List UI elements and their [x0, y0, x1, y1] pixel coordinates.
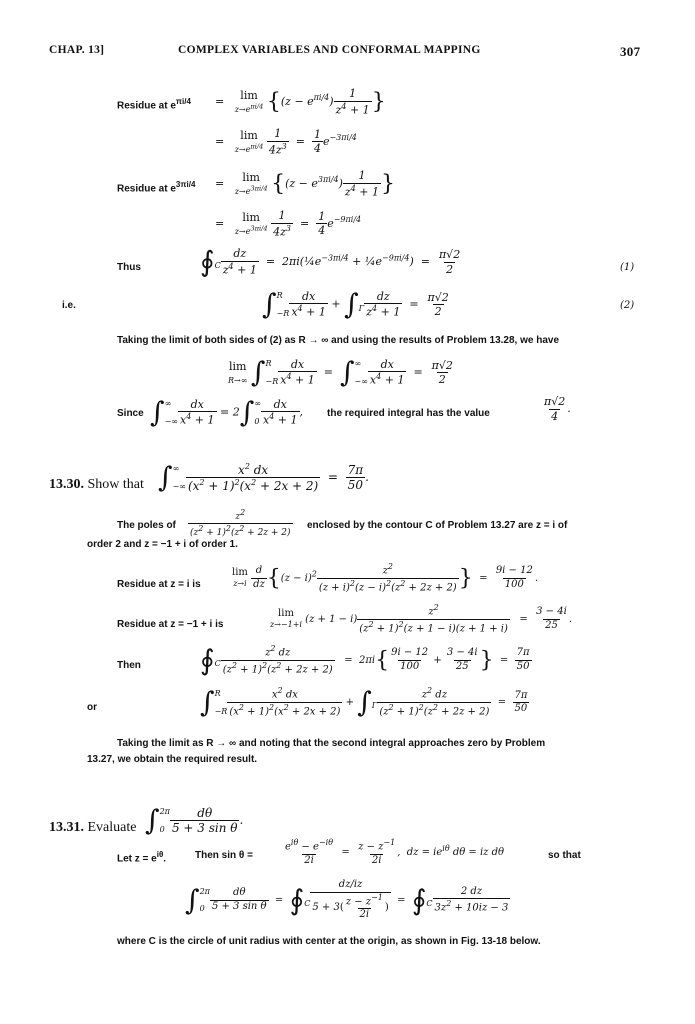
- conclusion-a: Taking the limit as R → ∞ and noting that the second integral approaches zero by Problem: [117, 738, 546, 749]
- then-eq: $∮_C$ $\frac{z^2 dz}{(z^2 + 1)^2(z^2 + 2z + 2)}$ = 2πi{ $\frac{9i - 12}{100}$ + $\frac{3 - 4i}{25}$ } = $\frac{7\pi}{50}$: [200, 643, 530, 677]
- poles-text-b: enclosed by the contour C of Problem 13.27 are z = i of: [307, 520, 568, 531]
- problem-13-30-heading: 13.30. Show that: [49, 477, 144, 492]
- eq2-tag: (2): [620, 300, 635, 311]
- since-text: the required integral has the value: [327, 408, 490, 419]
- problem-13-31-integral: ∫2π 0 $\frac{d\theta}{\text{5 + 3 sin θ}}$ .: [145, 803, 244, 837]
- since-value: $\frac{\pi√2}{4}$ .: [544, 395, 571, 423]
- running-title: COMPLEX VARIABLES AND CONFORMAL MAPPING: [178, 44, 481, 56]
- so-that-text: so that: [548, 850, 581, 861]
- substitution-eq: ∫2π 0 $\frac{d\theta}{\text{5 + 3 sin θ}}$ = $∮_C$ dz/iz 5 + 3( $\frac{z - z^{-1}}{2i}$ ) = $∮_C$ $\frac{2 dz}{3z^2 + 10iz - 3}$: [185, 879, 509, 921]
- residue-label-1: Residue at $e^{\pi i/4}$: [117, 97, 191, 112]
- residue-eq-2: = lim $z\to e^{3\pi i/4}$ {$(z - e^{3\pi i/4})$ $\frac{1}{z^4 + 1}$ }: [215, 169, 396, 199]
- residue-eq-1: = lim $z\to e^{\pi i/4}$ {$(z - e^{\pi i/4})$ $\frac{1}{z^4 + 1}$ }: [215, 87, 386, 117]
- then-sin-text: Then sin θ =: [195, 850, 253, 861]
- residue-2-label: Residue at z = −1 + i is: [117, 619, 224, 630]
- taking-limit-text: Taking the limit of both sides of (2) as R → ∞ and using the results of Problem 13.28, we have: [117, 335, 560, 346]
- residue-label-2: Residue at $e^{3\pi i/4}$: [117, 180, 196, 195]
- problem-13-31-heading: 13.31. Evaluate: [49, 820, 137, 835]
- sin-eq: $\frac{e^{i\theta} - e^{-i\theta}}{2i}$ = $\frac{z - z^{-1}}{2i}$ , dz = $ie^{i\theta}$ dθ = iz dθ: [285, 838, 505, 866]
- poles-text-c: order 2 and z = −1 + i of order 1.: [87, 539, 238, 550]
- residue-i-label: Residue at z = i is: [117, 579, 201, 590]
- thus-eq: $∮_C$ $\frac{dz}{z^4 + 1}$ = $2\pi i(\frac{1}{4}e^{-3\pi i/4}$ + $\frac{1}{4}e^{-9\pi i/4}$) = $\frac{\pi√2}{2}$: [200, 245, 461, 278]
- residue-i-eq: lim z→i $\frac{d}{dz}$ {$(z - i)^2$ $\frac{z^2}{(z + i)^2(z - i)^2(z^2 + 2z + 2)}$ } = $\frac{9i - 12}{100}$ .: [232, 562, 539, 594]
- residue-2-eq: lim z→−1+i (z + 1 − i) $\frac{z^2}{(z^2 + 1)^2(z + 1 - i)(z + 1 + i)}$ = $\frac{3 - 4i}{25}$ .: [270, 603, 572, 635]
- chapter-label: CHAP. 13]: [49, 44, 105, 56]
- let-text: Let $z = e^{i\theta}$.: [117, 850, 167, 865]
- since-label: Since: [117, 408, 144, 419]
- residue-eq-1b: = lim $z\to e^{\pi i/4}$ $\frac{1}{4z^3}$ = $\frac{1}{4}$ $e^{-3\pi i/4}$: [215, 127, 357, 157]
- limit-eq: lim R→∞ ∫R −R $\frac{dx}{x^4 + 1}$ = ∫∞ −∞ $\frac{dx}{x^4 + 1}$ = $\frac{\pi√2}{2}$: [228, 355, 453, 389]
- page-number: 307: [620, 44, 641, 59]
- residue-eq-2b: = lim $z\to e^{3\pi i/4}$ $\frac{1}{4z^3}$ = $\frac{1}{4}$ $e^{-9\pi i/4}$: [215, 209, 362, 239]
- thus-label: Thus: [117, 262, 141, 273]
- since-eq: ∫∞ −∞ $\frac{dx}{x^4 + 1}$ = 2∫∞ 0 $\frac{dx}{x^4 + 1}$ ,: [150, 395, 304, 429]
- or-eq: ∫R −R $\frac{x^2 dx}{(x^2 + 1)^2(x^2 + 2x + 2)}$ + $\int_\Gamma$ $\frac{z^2 dz}{(z^2 + 1)^2(z^2 + 2z + 2)}$ = $\frac{7\pi}{50}$: [200, 685, 528, 719]
- or-label: or: [87, 702, 97, 713]
- then-label: Then: [117, 660, 141, 671]
- where-text: where C is the circle of unit radius with center at the origin, as shown in Fig. 13-18 below.: [117, 936, 541, 947]
- ie-eq: ∫R −R $\frac{dx}{x^4 + 1}$ + $\int_\Gamma$ $\frac{dz}{z^4 + 1}$ = $\frac{\pi√2}{2}$: [262, 287, 449, 321]
- conclusion-b: 13.27, we obtain the required result.: [87, 754, 258, 765]
- poles-text-a: The poles of: [117, 520, 176, 531]
- problem-13-30-integral: ∫∞ −∞ $\frac{x^2 dx}{(x^2 + 1)^2(x^2 + 2x + 2)}$ = $\frac{7\pi}{50}$ .: [158, 460, 369, 494]
- poles-fraction: $\frac{z^2}{(z^2 + 1)^2(z^2 + 2z + 2)}$: [190, 508, 291, 539]
- eq1-tag: (1): [620, 262, 635, 273]
- ie-label: i.e.: [62, 300, 76, 311]
